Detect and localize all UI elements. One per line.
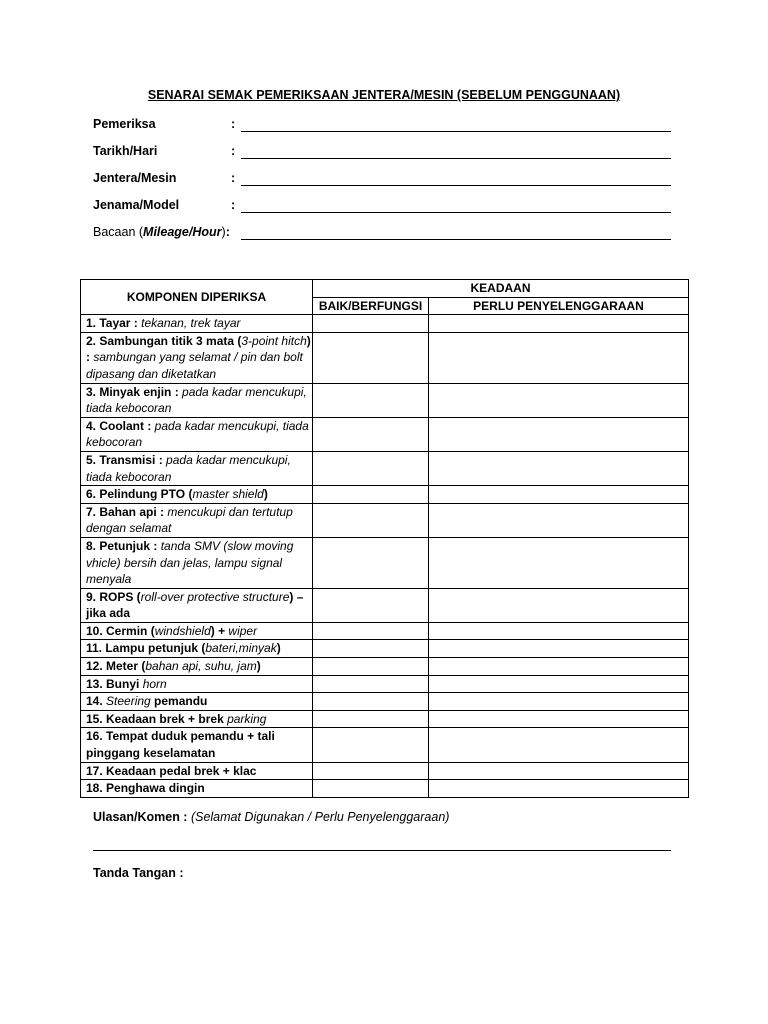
service-cell[interactable] (429, 640, 689, 658)
table-row (81, 588, 689, 622)
component-cell: 1. Tayar : tekanan, trek tayar (81, 315, 313, 333)
checklist-body (81, 315, 689, 798)
service-cell[interactable] (429, 710, 689, 728)
component-cell: 3. Minyak enjin : pada kadar mencukupi, tiada kebocoran (81, 383, 313, 417)
info-row (93, 171, 673, 189)
good-cell[interactable] (313, 332, 429, 383)
table-row (81, 675, 689, 693)
good-cell[interactable] (313, 622, 429, 640)
table-row (81, 658, 689, 676)
header-condition: KEADAAN (313, 280, 689, 298)
info-input-line[interactable] (241, 239, 671, 240)
info-colon: : (231, 198, 236, 212)
service-cell[interactable] (429, 675, 689, 693)
info-row (93, 144, 673, 162)
comment-line[interactable] (93, 850, 671, 851)
component-cell: 15. Keadaan brek + brek parking (81, 710, 313, 728)
component-cell: 18. Penghawa dingin (81, 780, 313, 798)
component-cell: 10. Cermin (windshield) + wiper (81, 622, 313, 640)
table-row (81, 728, 689, 762)
info-row (93, 117, 673, 135)
table-row (81, 503, 689, 537)
component-cell: 11. Lampu petunjuk (bateri,minyak) (81, 640, 313, 658)
comment-label: Ulasan/Komen : (93, 810, 191, 824)
table-row (81, 383, 689, 417)
info-label: Jentera/Mesin (93, 171, 177, 185)
info-row-reading (93, 225, 673, 243)
info-colon: : (231, 144, 236, 158)
good-cell[interactable] (313, 710, 429, 728)
table-row (81, 710, 689, 728)
good-cell[interactable] (313, 675, 429, 693)
header-component: KOMPONEN DIPERIKSA (81, 280, 313, 315)
comment-section (93, 810, 449, 824)
info-label: Jenama/Model (93, 198, 180, 212)
good-cell[interactable] (313, 537, 429, 588)
table-row (81, 693, 689, 711)
component-cell: 2. Sambungan titik 3 mata (3-point hitch) : sambungan yang selamat / pin dan bolt dipasang dan diketatkan (81, 332, 313, 383)
good-cell[interactable] (313, 451, 429, 485)
service-cell[interactable] (429, 417, 689, 451)
header-good: BAIK/BERFUNGSI (313, 297, 429, 315)
table-row (81, 762, 689, 780)
component-cell: 14. Steering pemandu (81, 693, 313, 711)
good-cell[interactable] (313, 486, 429, 504)
good-cell[interactable] (313, 728, 429, 762)
component-cell: 13. Bunyi horn (81, 675, 313, 693)
service-cell[interactable] (429, 383, 689, 417)
table-row (81, 640, 689, 658)
good-cell[interactable] (313, 640, 429, 658)
service-cell[interactable] (429, 503, 689, 537)
service-cell[interactable] (429, 486, 689, 504)
table-row (81, 537, 689, 588)
good-cell[interactable] (313, 693, 429, 711)
good-cell[interactable] (313, 762, 429, 780)
good-cell[interactable] (313, 780, 429, 798)
service-cell[interactable] (429, 658, 689, 676)
component-cell: 16. Tempat duduk pemandu + tali pinggang keselamatan (81, 728, 313, 762)
info-colon: : (231, 171, 236, 185)
checklist-table (80, 279, 689, 798)
info-input-line[interactable] (241, 131, 671, 132)
service-cell[interactable] (429, 780, 689, 798)
info-input-line[interactable] (241, 185, 671, 186)
info-label-reading: Bacaan (Mileage/Hour): (93, 225, 230, 239)
service-cell[interactable] (429, 332, 689, 383)
service-cell[interactable] (429, 537, 689, 588)
component-cell: 9. ROPS (roll-over protective structure) – jika ada (81, 588, 313, 622)
component-cell: 12. Meter (bahan api, suhu, jam) (81, 658, 313, 676)
component-cell: 17. Keadaan pedal brek + klac (81, 762, 313, 780)
good-cell[interactable] (313, 503, 429, 537)
service-cell[interactable] (429, 728, 689, 762)
component-cell: 4. Coolant : pada kadar mencukupi, tiada kebocoran (81, 417, 313, 451)
header-service: PERLU PENYELENGGARAAN (429, 297, 689, 315)
good-cell[interactable] (313, 588, 429, 622)
good-cell[interactable] (313, 315, 429, 333)
service-cell[interactable] (429, 622, 689, 640)
good-cell[interactable] (313, 658, 429, 676)
table-row (81, 417, 689, 451)
info-label: Pemeriksa (93, 117, 156, 131)
component-cell: 6. Pelindung PTO (master shield) (81, 486, 313, 504)
info-input-line[interactable] (241, 158, 671, 159)
document-title: SENARAI SEMAK PEMERIKSAAN JENTERA/MESIN (SEBELUM PENGGUNAAN) (147, 88, 621, 102)
good-cell[interactable] (313, 417, 429, 451)
table-row (81, 622, 689, 640)
table-row (81, 780, 689, 798)
info-colon: : (231, 117, 236, 131)
table-row (81, 451, 689, 485)
info-row (93, 198, 673, 216)
comment-hint: (Selamat Digunakan / Perlu Penyelenggaraan) (190, 810, 450, 824)
service-cell[interactable] (429, 762, 689, 780)
info-input-line[interactable] (241, 212, 671, 213)
info-label: Tarikh/Hari (93, 144, 158, 158)
table-row (81, 486, 689, 504)
table-row (81, 315, 689, 333)
component-cell: 5. Transmisi : pada kadar mencukupi, tiada kebocoran (81, 451, 313, 485)
service-cell[interactable] (429, 451, 689, 485)
component-cell: 7. Bahan api : mencukupi dan tertutup dengan selamat (81, 503, 313, 537)
service-cell[interactable] (429, 315, 689, 333)
signature-label: Tanda Tangan : (93, 866, 184, 880)
component-cell: 8. Petunjuk : tanda SMV (slow moving vhicle) bersih dan jelas, lampu signal menyala (81, 537, 313, 588)
service-cell[interactable] (429, 588, 689, 622)
service-cell[interactable] (429, 693, 689, 711)
good-cell[interactable] (313, 383, 429, 417)
table-row (81, 332, 689, 383)
